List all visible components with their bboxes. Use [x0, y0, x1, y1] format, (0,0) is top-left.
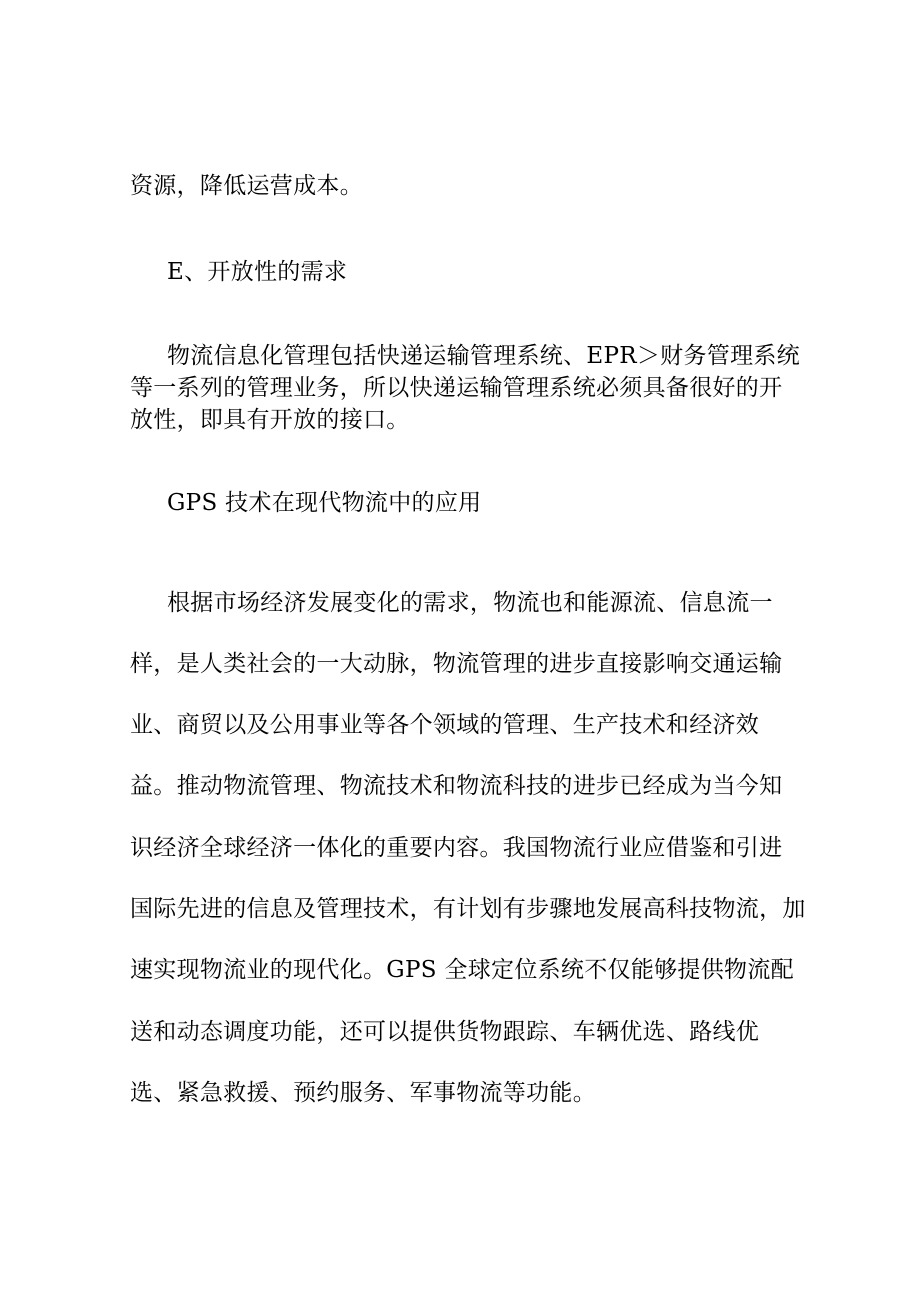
paragraph-line: 识经济全球经济一体化的重要内容。我国物流行业应借鉴和引进 [130, 835, 783, 861]
paragraph-line: 速实现物流业的现代化。GPS 全球定位系统不仅能够提供物流配 [130, 957, 794, 983]
paragraph-line: 选、紧急救援、预约服务、军事物流等功能。 [130, 1080, 596, 1106]
paragraph-line: 根据市场经济发展变化的需求，物流也和能源流、信息流一 [167, 590, 773, 616]
paragraph-line: 送和动态调度功能，还可以提供货物跟踪、车辆优选、路线优 [130, 1019, 760, 1045]
paragraph-line: 益。推动物流管理、物流技术和物流科技的进步已经成为当今知 [130, 773, 783, 799]
paragraph-line: 物流信息化管理包括快递运输管理系统、EPR＞财务管理系统 [167, 343, 800, 369]
paragraph-line: 等一系列的管理业务，所以快递运输管理系统必须具备很好的开 [130, 375, 783, 401]
section-heading: GPS 技术在现代物流中的应用 [167, 490, 482, 516]
paragraph-line: 业、商贸以及公用事业等各个领域的管理、生产技术和经济效 [130, 712, 760, 738]
paragraph-line: 国际先进的信息及管理技术，有计划有步骤地发展高科技物流，加 [130, 896, 806, 922]
paragraph-line: 资源，降低运营成本。 [130, 173, 363, 199]
paragraph-line: 放性，即具有开放的接口。 [130, 407, 410, 433]
section-heading: E、开放性的需求 [167, 259, 348, 285]
paragraph-line: 样，是人类社会的一大动脉，物流管理的进步直接影响交通运输 [130, 651, 783, 677]
